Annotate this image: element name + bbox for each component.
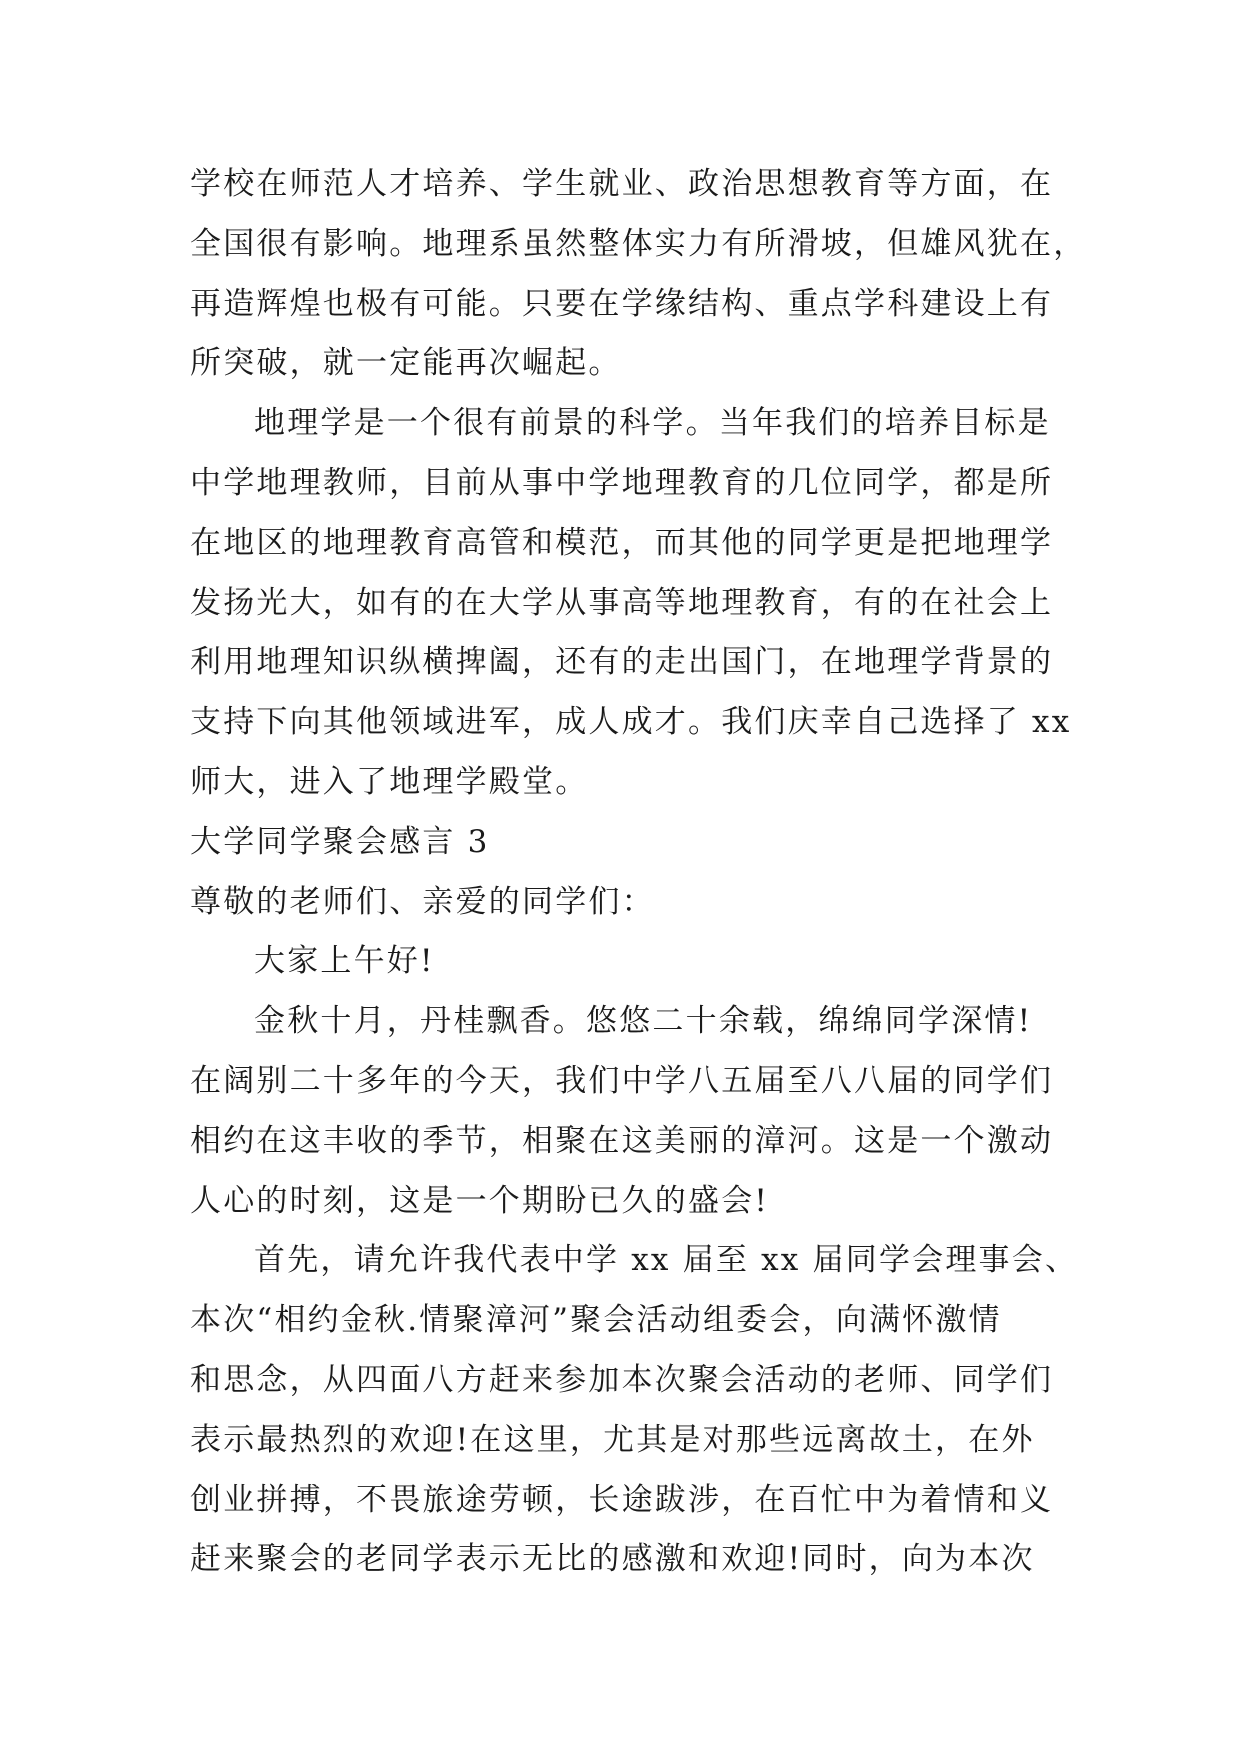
text-line: 全国很有影响。地理系虽然整体实力有所滑坡，但雄风犹在， [190, 225, 1087, 262]
text-line: 师大，进入了地理学殿堂。 [190, 763, 589, 800]
text-line: 所突破，就一定能再次崛起。 [190, 345, 622, 382]
text-line: 发扬光大，如有的在大学从事高等地理教育，有的在社会上 [190, 584, 1054, 621]
paragraph-first-line: 地理学是一个很有前景的科学。当年我们的培养目标是 [254, 405, 1051, 442]
paragraph-first-line: 金秋十月，丹桂飘香。悠悠二十余载，绵绵同学深情! [254, 1003, 1033, 1040]
document-body [190, 155, 1087, 1590]
text-line: 再造辉煌也极有可能。只要在学缘结构、重点学科建设上有 [190, 285, 1054, 322]
text-line: 本次“相约金秋.情聚漳河”聚会活动组委会，向满怀激情 [190, 1302, 1002, 1339]
text-line: 在地区的地理教育高管和模范，而其他的同学更是把地理学 [190, 524, 1054, 561]
salutation: 尊敬的老师们、亲爱的同学们： [190, 883, 655, 920]
text-line: 人心的时刻，这是一个期盼已久的盛会! [190, 1182, 770, 1219]
text-line: 表示最热烈的欢迎!在这里，尤其是对那些远离故土，在外 [190, 1421, 1035, 1458]
section-heading: 大学同学聚会感言 3 [190, 823, 490, 860]
text-line: 赶来聚会的老同学表示无比的感激和欢迎!同时，向为本次 [190, 1541, 1035, 1578]
text-line: 相约在这丰收的季节，相聚在这美丽的漳河。这是一个激动 [190, 1122, 1054, 1159]
text-line: 中学地理教师，目前从事中学地理教育的几位同学，都是所 [190, 464, 1054, 501]
text-line: 支持下向其他领域进军，成人成才。我们庆幸自己选择了 xx [190, 704, 1072, 741]
text-line: 利用地理知识纵横捭阖，还有的走出国门，在地理学背景的 [190, 644, 1054, 681]
greeting: 大家上午好! [254, 943, 435, 980]
text-line: 在阔别二十多年的今天，我们中学八五届至八八届的同学们 [190, 1062, 1054, 1099]
text-line: 学校在师范人才培养、学生就业、政治思想教育等方面，在 [190, 166, 1054, 202]
text-line: 和思念，从四面八方赶来参加本次聚会活动的老师、同学们 [190, 1361, 1054, 1398]
paragraph-first-line: 首先，请允许我代表中学 xx 届至 xx 届同学会理事会、 [254, 1242, 1079, 1279]
text-line: 创业拼搏，不畏旅途劳顿，长途跋涉，在百忙中为着情和义 [190, 1481, 1054, 1518]
